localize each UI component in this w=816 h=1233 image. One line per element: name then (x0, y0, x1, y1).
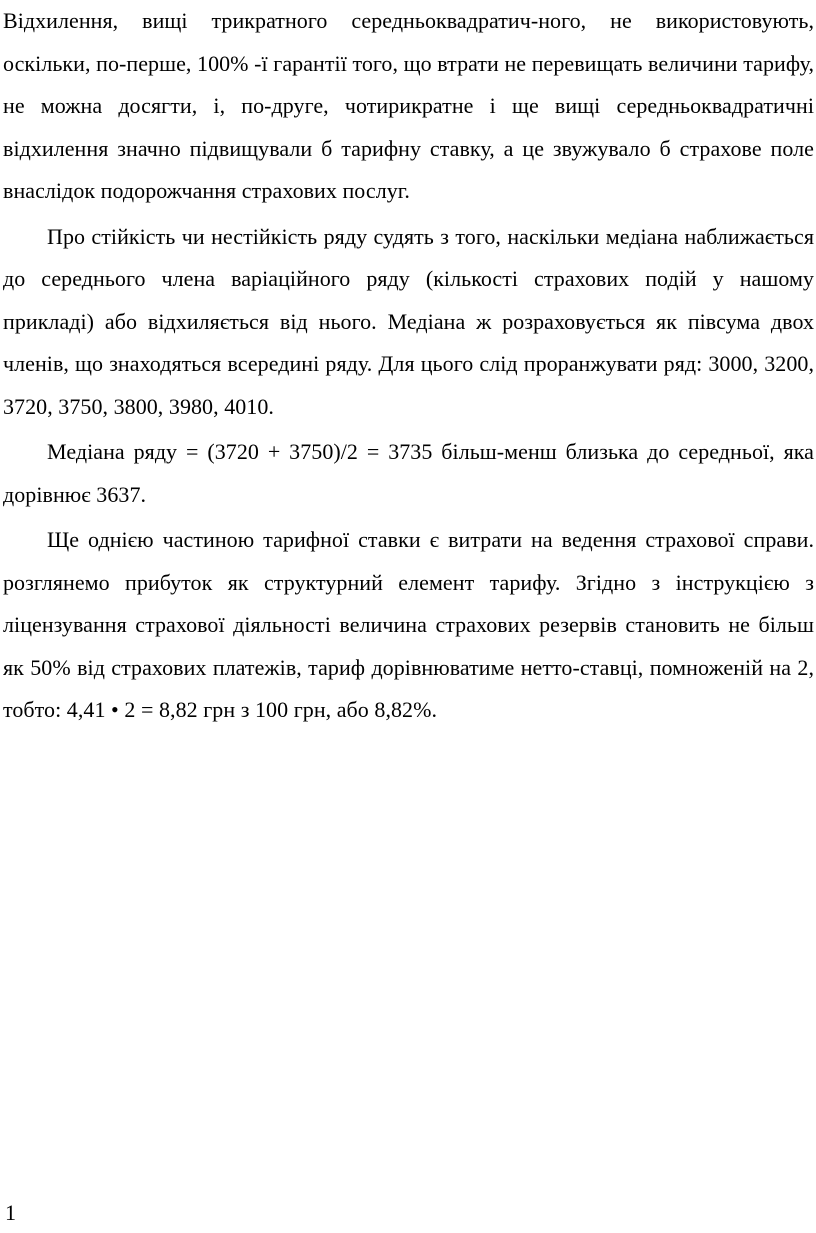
paragraph-median-value: Медіана ряду = (3720 + 3750)/2 = 3735 більш-менш близька до середньої, яка дорівнює 3637. (3, 439, 814, 507)
body-text (3, 0, 814, 732)
page-number: 1 (5, 1200, 16, 1225)
paragraph-deviation: Відхилення, вищі трикратного середньоквадратич-ного, не використовують, оскільки, по-перше, 100% -ї гарантії того, що втрати не перевищать величини тарифу, не можна досягти, і, по-друге, чотирикратне і ще вищі середньоквадратичні відхилення значно підвищували б тарифну ставку, а це звужувало б страхове поле внаслідок подорожчання страхових послуг. (3, 8, 814, 203)
paragraph-tariff-expenses: Ще однією частиною тарифної ставки є витрати на ведення страхової справи. розглянемо прибуток як структурний елемент тарифу. Згідно з інструкцією з ліцензування страхової діяльності величина страхових резервів становить не більш як 50% від страхових платежів, тариф дорівнюватиме нетто-ставці, помноженій на 2, тобто: 4,41 • 2 = 8,82 грн з 100 грн, або 8,82%. (3, 527, 814, 722)
paragraph-median-stability: Про стійкість чи нестійкість ряду судять з того, наскільки медіана наближається до середнього члена варіаційного ряду (кількості страхових подій у нашому прикладі) або відхиляється від нього. Медіана ж розраховується як півсума двох членів, що знаходяться всередині ряду. Для цього слід проранжувати ряд: 3000, 3200, 3720, 3750, 3800, 3980, 4010. (3, 223, 814, 419)
